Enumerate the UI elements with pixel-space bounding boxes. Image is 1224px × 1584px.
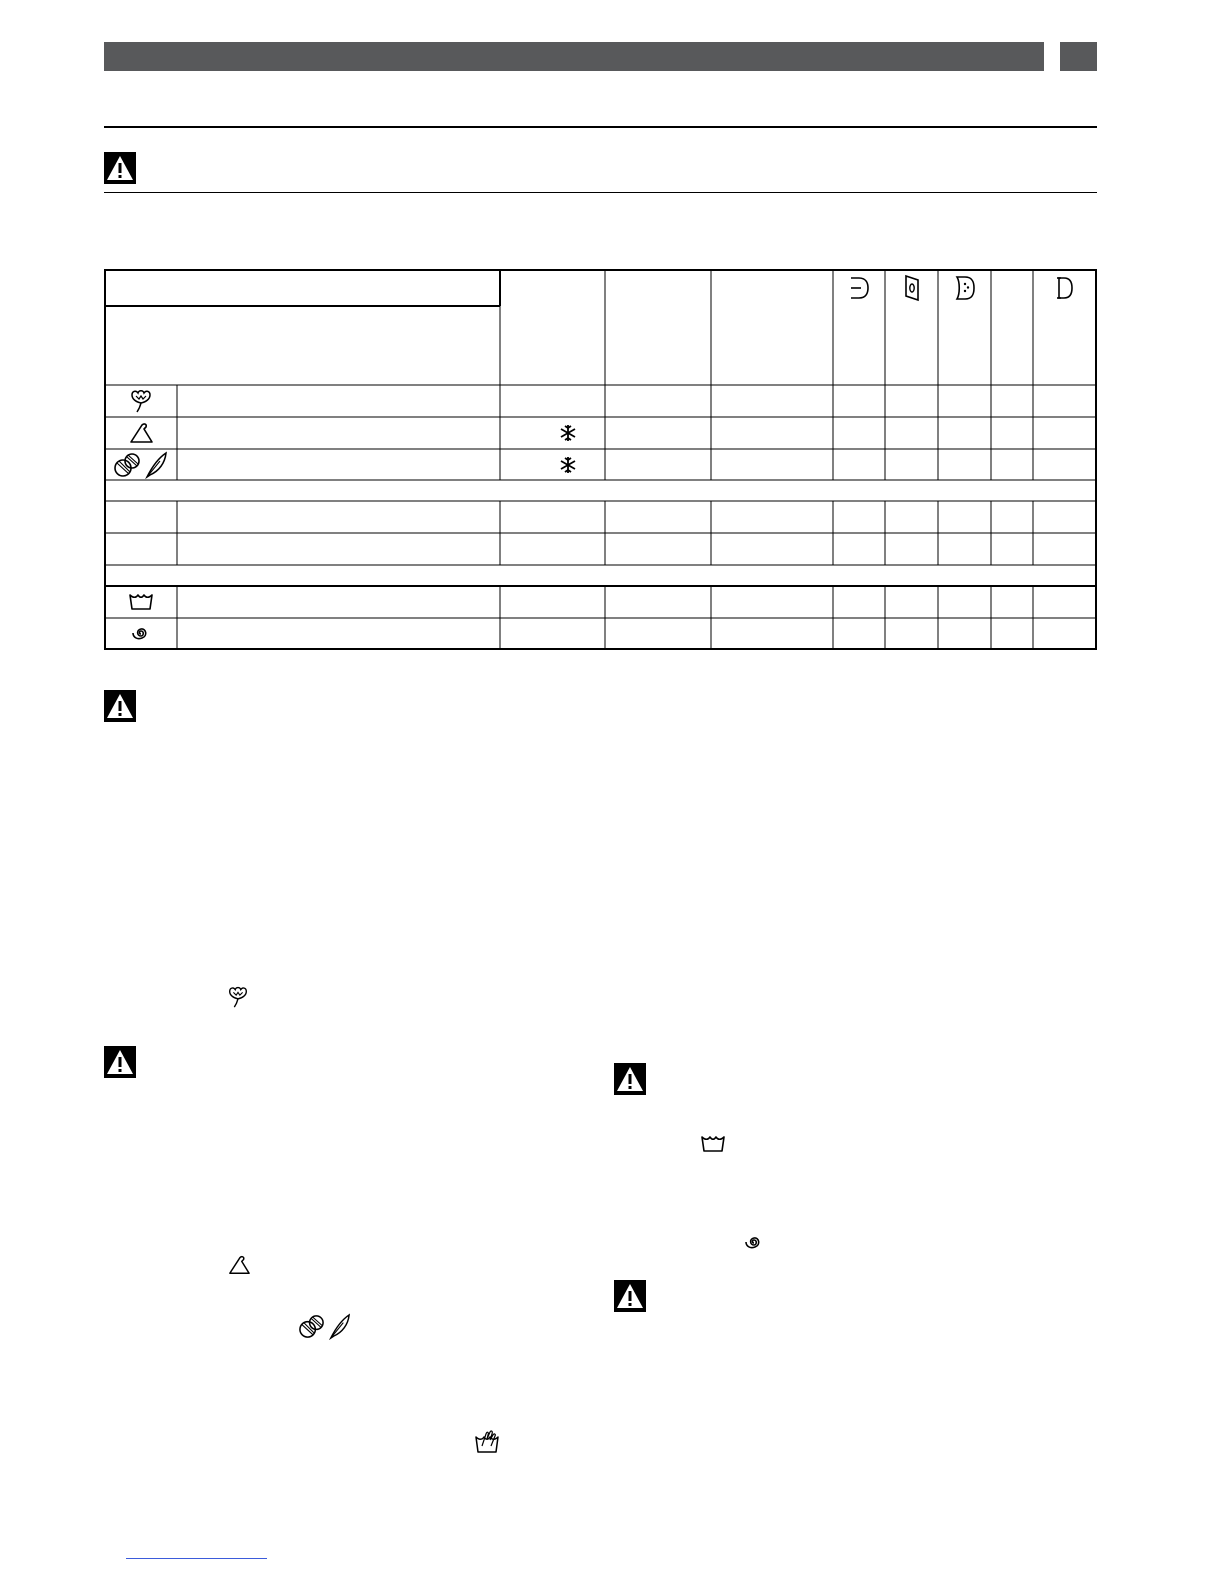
stain-icon — [885, 270, 938, 306]
warning-triangle-icon — [104, 152, 136, 184]
rinse-tub-icon — [105, 586, 177, 618]
programme-table — [104, 269, 1097, 650]
warning-triangle-icon — [104, 690, 136, 722]
warning-triangle-icon — [614, 1063, 646, 1095]
warning-triangle-icon — [104, 1046, 136, 1078]
title-rule — [104, 126, 1097, 128]
cotton-flower-icon — [105, 385, 177, 417]
rinse-tub-icon — [700, 1134, 726, 1154]
warning-triangle-icon — [614, 1280, 646, 1312]
snowflake-icon — [500, 417, 605, 449]
spin-icon — [105, 618, 177, 649]
end-icon — [1033, 270, 1096, 306]
rinse-hold-icon — [833, 270, 885, 306]
wool-feather-icon — [105, 449, 177, 480]
wool-feather-icon — [298, 1313, 352, 1340]
synthetics-icon — [105, 417, 177, 449]
page-number-box — [1060, 42, 1097, 71]
prewash-icon — [938, 270, 991, 306]
header-bar — [104, 42, 1044, 71]
cotton-flower-icon — [226, 984, 250, 1010]
footer-link-underline — [126, 1558, 267, 1559]
warning-rule — [104, 192, 1097, 193]
synthetics-icon — [227, 1254, 251, 1276]
handwash-icon — [474, 1428, 500, 1454]
spin-icon — [742, 1233, 766, 1253]
snowflake-icon — [500, 449, 605, 480]
